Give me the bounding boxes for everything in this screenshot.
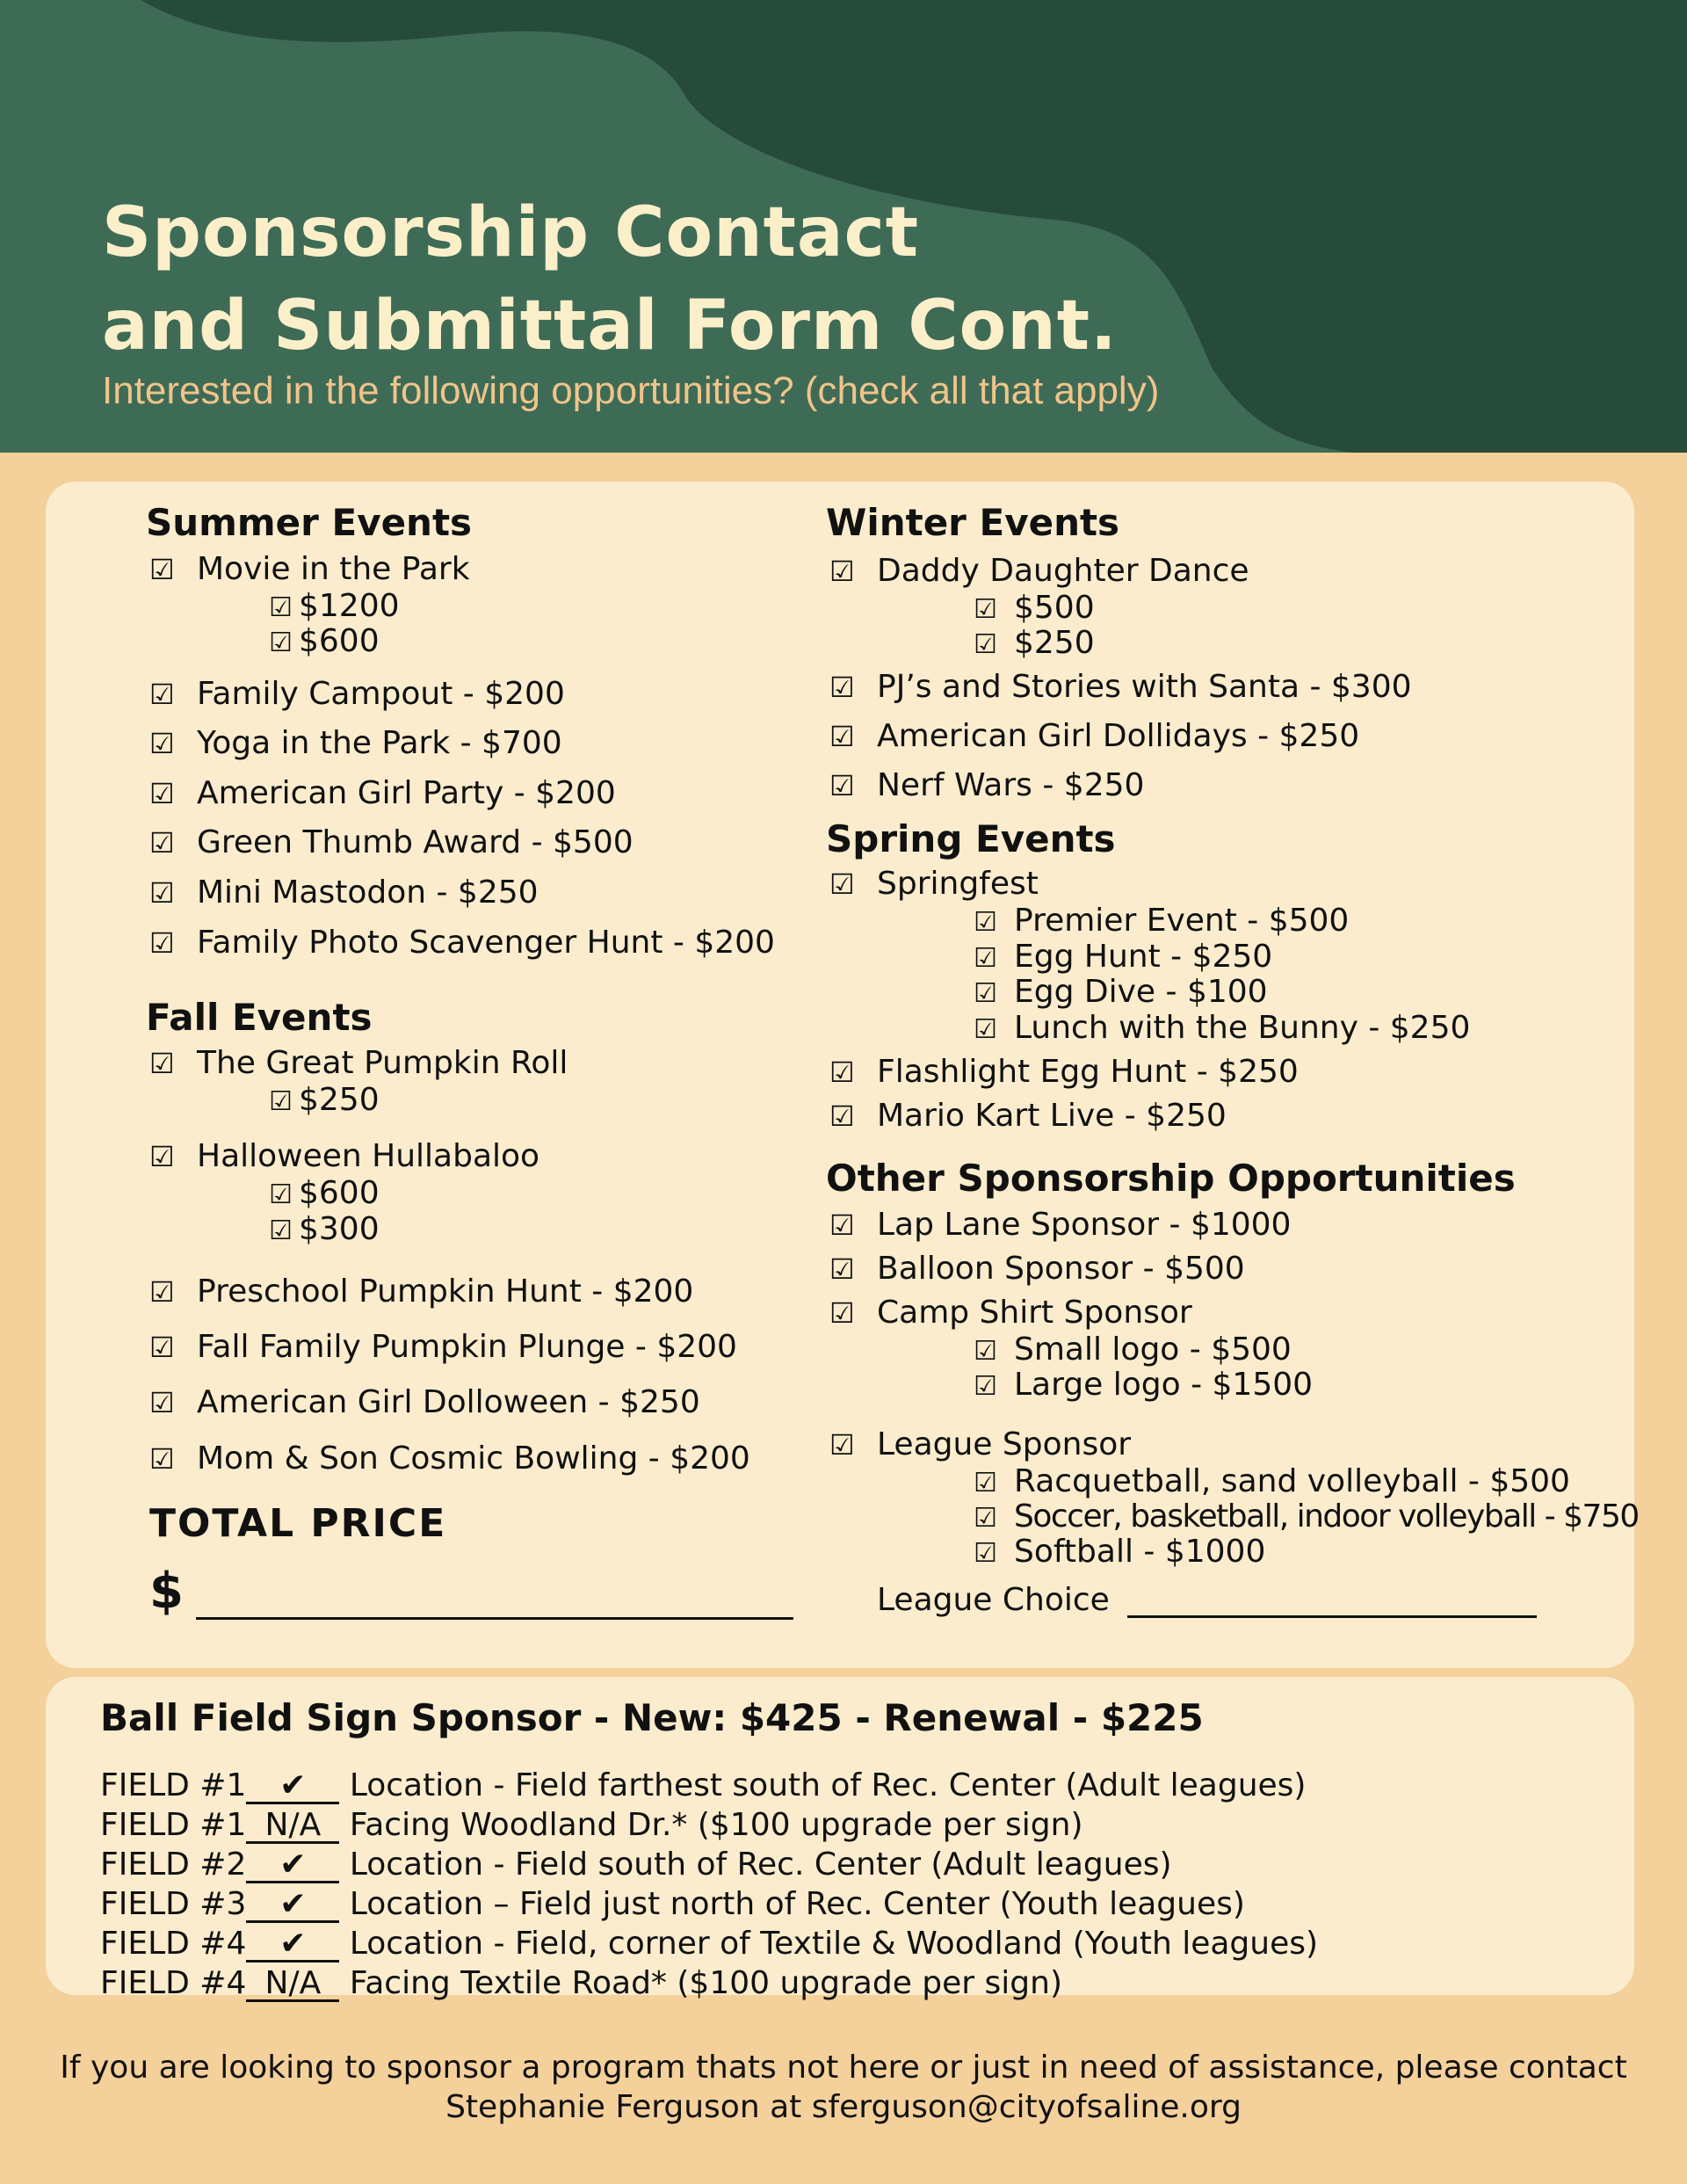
checkbox-premier-event[interactable] [974,903,1349,940]
checkbox-nerf-wars[interactable] [829,766,1144,805]
field-row[interactable] [100,1964,1062,2003]
checkbox-hullabaloo-option-600[interactable] [269,1176,380,1213]
checkbox-flashlight-egg-hunt[interactable] [829,1053,1299,1092]
item-label: League Sponsor [877,1426,1132,1462]
checkbox-mario-kart-live[interactable] [829,1097,1227,1136]
checkbox-icon: ☑ [149,826,175,860]
item-label: Fall Family Pumpkin Plunge - $200 [197,1329,737,1365]
checkbox-icon: ☑ [269,1179,293,1210]
option-label: Soccer, basketball, indoor volleyball - $750 [1014,1498,1639,1535]
page-title [102,186,1118,373]
item-label: Lap Lane Sponsor - $1000 [877,1207,1292,1243]
checkbox-american-girl-dolloween[interactable] [149,1383,700,1422]
checkbox-icon: ☑ [974,629,997,660]
winter-events-heading: Winter Events [826,501,1120,544]
currency-symbol: $ [149,1563,184,1620]
checkbox-icon: ☑ [974,1336,997,1367]
checkbox-small-logo[interactable] [974,1332,1292,1369]
option-label: Large logo - $1500 [1014,1367,1314,1403]
checkbox-movie-in-the-park[interactable] [149,550,470,589]
item-label: The Great Pumpkin Roll [197,1045,568,1081]
field-number: FIELD #4 [100,1965,247,2001]
field-description: Location - Field, corner of Textile & Woodland (Youth leagues) [349,1926,1319,1962]
option-label: $250 [299,1082,380,1118]
checkbox-icon: ☑ [269,592,293,623]
field-mark[interactable]: ✔ [246,1889,339,1923]
checkbox-springfest[interactable] [829,865,1039,903]
option-label: $1200 [299,588,400,624]
option-label: Small logo - $500 [1014,1331,1292,1368]
checkbox-balloon-sponsor[interactable] [829,1250,1245,1288]
checkbox-movie-option-1200[interactable] [269,589,400,626]
checkbox-green-thumb-award[interactable] [149,824,634,862]
checkbox-pjs-and-stories[interactable] [829,668,1412,707]
field-mark[interactable]: N/A [246,1810,339,1844]
checkbox-icon: ☑ [974,907,997,938]
checkbox-american-girl-party[interactable] [149,774,616,813]
checkbox-egg-hunt[interactable] [974,940,1272,976]
league-choice-field[interactable] [877,1582,1537,1618]
option-label: $600 [299,623,380,659]
checkbox-icon: ☑ [829,769,855,802]
spring-events-heading: Spring Events [826,817,1116,860]
page-subtitle: Interested in the following opportunities? (check all that apply) [102,369,1160,412]
checkbox-family-photo-scavenger-hunt[interactable] [149,924,775,962]
item-label: American Girl Dolloween - $250 [197,1384,700,1420]
events-card [46,482,1639,1668]
field-description: Facing Woodland Dr.* ($100 upgrade per sign) [349,1807,1083,1843]
checkbox-mom-son-cosmic-bowling[interactable] [149,1440,750,1478]
checkbox-icon: ☑ [149,926,175,960]
checkbox-mini-mastodon[interactable] [149,874,539,912]
other-opportunities-heading: Other Sponsorship Opportunities [826,1157,1516,1200]
field-description: Location - Field farthest south of Rec. Center (Adult leagues) [349,1767,1307,1803]
item-label: Balloon Sponsor - $500 [877,1251,1245,1287]
ball-field-heading: Ball Field Sign Sponsor - New: $425 - Renewal - $225 [100,1696,1204,1739]
field-row[interactable] [100,1885,1245,1924]
checkbox-american-girl-dollidays[interactable] [829,717,1359,756]
field-row[interactable] [100,1806,1083,1845]
league-choice-label: League Choice [877,1582,1110,1618]
checkbox-yoga-in-the-park[interactable] [149,724,562,763]
checkbox-preschool-pumpkin-hunt[interactable] [149,1273,693,1311]
option-label: Lunch with the Bunny - $250 [1014,1010,1471,1046]
checkbox-icon: ☑ [829,720,855,753]
checkbox-icon: ☑ [149,727,175,760]
checkbox-icon: ☑ [974,1538,997,1569]
checkbox-icon: ☑ [269,1086,293,1117]
item-label: Mom & Son Cosmic Bowling - $200 [197,1440,750,1477]
field-number: FIELD #2 [100,1847,247,1883]
checkbox-icon: ☑ [149,1386,175,1419]
option-label: Egg Hunt - $250 [1014,939,1273,975]
item-label: Family Photo Scavenger Hunt - $200 [197,925,775,961]
checkbox-icon: ☑ [829,1252,855,1286]
item-label: American Girl Party - $200 [197,775,616,811]
checkbox-icon: ☑ [974,1371,997,1402]
checkbox-icon: ☑ [149,1442,175,1476]
ball-field-card [46,1677,1634,2001]
option-label: $600 [299,1175,380,1211]
checkbox-icon: ☑ [149,777,175,810]
checkbox-family-campout[interactable] [149,675,565,714]
checkbox-icon: ☑ [149,678,175,711]
field-mark[interactable]: N/A [246,1968,339,2002]
field-row[interactable] [100,1767,1306,1805]
item-label: PJ’s and Stories with Santa - $300 [877,669,1412,705]
summer-events-heading: Summer Events [146,501,473,544]
field-number: FIELD #1 [100,1807,247,1843]
checkbox-lap-lane-sponsor[interactable] [829,1206,1291,1244]
checkbox-icon: ☑ [269,1215,293,1246]
item-label: Preschool Pumpkin Hunt - $200 [197,1273,694,1310]
checkbox-icon: ☑ [829,1208,855,1242]
total-price-input-line[interactable] [196,1578,793,1620]
item-label: Family Campout - $200 [197,676,565,712]
checkbox-icon: ☑ [974,1503,997,1534]
option-label: Softball - $1000 [1014,1534,1266,1570]
checkbox-icon: ☑ [149,1047,175,1080]
checkbox-large-logo[interactable] [974,1368,1313,1404]
option-label: Racquetball, sand volleyball - $500 [1014,1463,1570,1499]
checkbox-icon: ☑ [974,943,997,974]
item-label: Flashlight Egg Hunt - $250 [877,1054,1299,1090]
option-label: $500 [1014,590,1095,626]
field-mark[interactable]: ✔ [246,1770,339,1804]
header-banner [0,0,1687,453]
footer-line-1: If you are looking to sponsor a program thats not here or just in need of assistance, please contact [60,2050,1627,2086]
checkbox-icon: ☑ [829,671,855,704]
item-label: Mario Kart Live - $250 [877,1098,1227,1134]
field-number: FIELD #1 [100,1767,247,1803]
checkbox-icon: ☑ [974,594,997,625]
title-line-1: Sponsorship Contact [102,193,920,272]
checkbox-icon: ☑ [269,628,293,658]
item-label: Yoga in the Park - $700 [197,725,562,761]
checkbox-icon: ☑ [974,1468,997,1498]
checkbox-icon: ☑ [829,1056,855,1089]
checkbox-softball[interactable] [974,1535,1265,1571]
checkbox-fall-family-pumpkin-plunge[interactable] [149,1328,737,1367]
footer-line-2: Stephanie Ferguson at sferguson@cityofsaline.org [445,2089,1242,2125]
item-label: American Girl Dollidays - $250 [877,718,1360,754]
checkbox-hullabaloo-option-300[interactable] [269,1212,380,1249]
checkbox-icon: ☑ [829,867,855,901]
option-label: $300 [299,1211,380,1247]
field-row[interactable] [100,1925,1318,1963]
checkbox-icon: ☑ [149,553,175,586]
checkbox-racquetball-volleyball[interactable] [974,1464,1570,1501]
title-line-2: and Submittal Form Cont. [102,287,1118,366]
field-number: FIELD #4 [100,1926,247,1962]
option-label: Egg Dive - $100 [1014,974,1268,1010]
option-label: $250 [1014,625,1095,661]
checkbox-icon: ☑ [149,1275,175,1309]
checkbox-icon: ☑ [149,1331,175,1364]
item-label: Nerf Wars - $250 [877,767,1145,803]
checkbox-soccer-basketball-volleyball[interactable] [974,1499,1639,1536]
checkbox-icon: ☑ [829,1296,855,1330]
checkbox-icon: ☑ [974,978,997,1009]
checkbox-camp-shirt-sponsor[interactable] [829,1294,1192,1332]
item-label: Movie in the Park [197,551,470,587]
league-choice-input-line[interactable] [1127,1589,1537,1618]
item-label: Daddy Daughter Dance [877,553,1249,589]
checkbox-icon: ☑ [829,1428,855,1462]
field-mark[interactable]: ✔ [246,1928,339,1963]
field-description: Facing Textile Road* ($100 upgrade per sign) [349,1965,1063,2001]
checkbox-daddy-daughter-dance[interactable] [829,552,1249,591]
item-label: Camp Shirt Sponsor [877,1295,1192,1331]
item-label: Mini Mastodon - $250 [197,874,539,911]
checkbox-icon: ☑ [149,876,175,910]
field-mark[interactable]: ✔ [246,1849,339,1883]
total-price-field[interactable] [149,1563,793,1620]
field-number: FIELD #3 [100,1886,247,1922]
checkbox-dance-option-500[interactable] [974,591,1095,628]
checkbox-halloween-hullabaloo[interactable] [149,1137,539,1176]
item-label: Halloween Hullabaloo [197,1138,540,1174]
field-description: Location – Field just north of Rec. Center (Youth leagues) [349,1886,1245,1922]
checkbox-icon: ☑ [149,1140,175,1173]
checkbox-icon: ☑ [974,1014,997,1045]
checkbox-dance-option-250[interactable] [974,626,1095,663]
checkbox-pumpkin-roll-option-250[interactable] [269,1083,380,1120]
field-description: Location - Field south of Rec. Center (Adult leagues) [349,1847,1172,1883]
field-row[interactable] [100,1846,1172,1884]
item-label: Green Thumb Award - $500 [197,824,634,860]
total-price-label: TOTAL PRICE [149,1501,447,1546]
checkbox-icon: ☑ [829,1099,855,1133]
checkbox-egg-dive[interactable] [974,975,1268,1012]
fall-events-heading: Fall Events [146,996,373,1039]
checkbox-icon: ☑ [829,555,855,588]
checkbox-movie-option-600[interactable] [269,624,380,661]
checkbox-great-pumpkin-roll[interactable] [149,1044,568,1083]
checkbox-league-sponsor[interactable] [829,1426,1131,1464]
checkbox-lunch-with-bunny[interactable] [974,1011,1470,1048]
footer-contact [0,2048,1687,2127]
option-label: Premier Event - $500 [1014,903,1350,939]
item-label: Springfest [877,866,1039,902]
